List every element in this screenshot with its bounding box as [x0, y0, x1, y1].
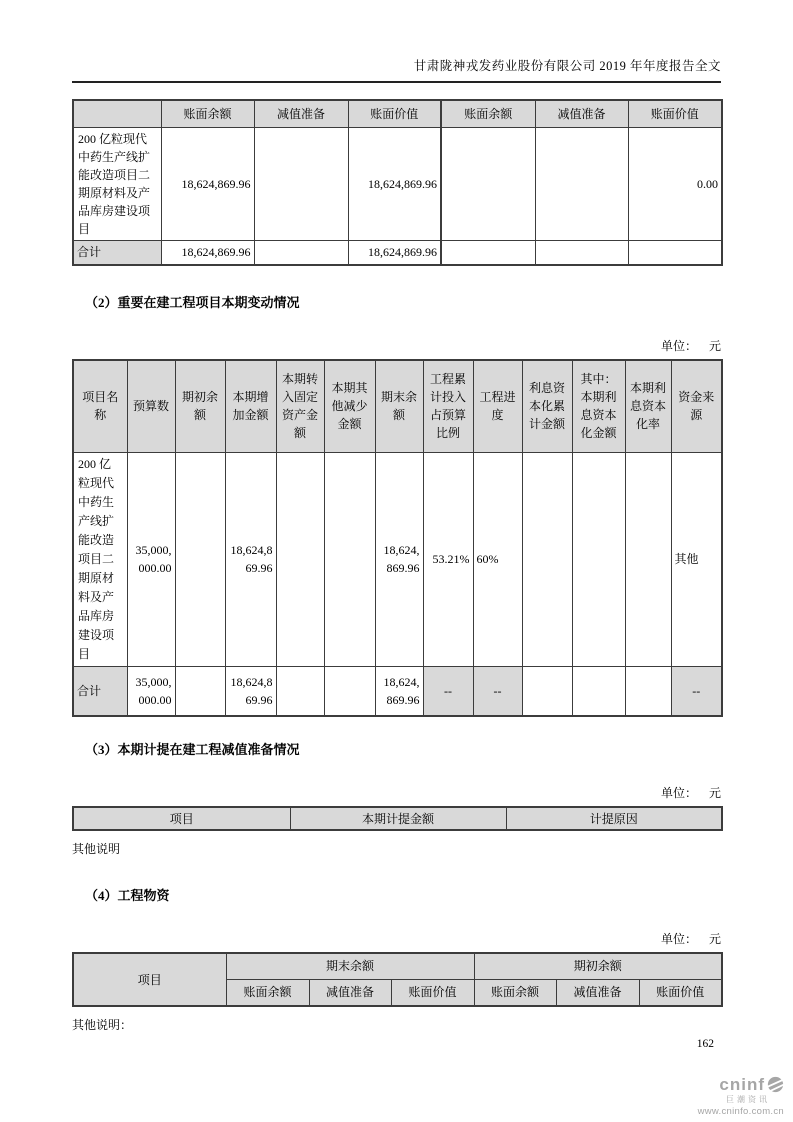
unit-line [72, 784, 721, 801]
column-header-provision-amount: 本期计提金额 [290, 807, 506, 830]
section-title-engineering-materials: （4）工程物资 [85, 888, 170, 903]
engineering-materials-table [72, 952, 723, 1007]
impairment-cell-2 [535, 127, 628, 240]
column-header-increase: 本期增加金额 [225, 360, 276, 452]
closing-balance-cell: 18,624,869.96 [375, 452, 423, 666]
table-header-row [73, 807, 722, 830]
cninfo-swirl-icon [767, 1076, 784, 1093]
progress-cell: 60% [473, 452, 522, 666]
total-other-decrease-cell [324, 666, 375, 716]
column-header-book-balance: 账面余额 [161, 100, 254, 127]
total-interest-capitalized-total-cell [522, 666, 572, 716]
unit-label: 单位： [660, 786, 697, 800]
column-header-other-decrease: 本期其他减少金额 [324, 360, 375, 452]
total-book-value-cell: 18,624,869.96 [348, 240, 441, 265]
column-header-interest-capitalized-total: 利息资本化累计金额 [522, 360, 572, 452]
transfer-to-fixed-cell [276, 452, 324, 666]
column-header-provision-reason: 计提原因 [506, 807, 722, 830]
total-transfer-to-fixed-cell [276, 666, 324, 716]
column-header-impairment: 减值准备 [254, 100, 348, 127]
other-decrease-cell [324, 452, 375, 666]
unit-label: 单位： [660, 339, 697, 353]
cninfo-url: www.cninfo.com.cn [697, 1106, 784, 1117]
column-header-book-balance: 账面余额 [226, 979, 309, 1006]
book-balance-cell: 18,624,869.96 [161, 127, 254, 240]
table-header-row [73, 360, 722, 452]
unit-label: 单位： [660, 932, 697, 946]
cninfo-logo-text: cninf [719, 1075, 765, 1094]
column-header-blank [73, 100, 161, 127]
interest-rate-cell [625, 452, 671, 666]
total-label-cell: 合计 [73, 240, 161, 265]
total-interest-rate-cell [625, 666, 671, 716]
column-header-project-name: 项目名称 [73, 360, 127, 452]
cninfo-logo [698, 1076, 784, 1117]
project-name-cell: 200 亿粒现代中药生产线扩能改造项目二期原材料及产品库房建设项目 [73, 127, 161, 240]
column-header-item: 项目 [73, 953, 226, 1006]
column-group-closing-balance: 期末余额 [226, 953, 474, 979]
impairment-cell [254, 127, 348, 240]
unit-value: 元 [708, 339, 721, 353]
project-name-cell: 200 亿粒现代中药生产线扩能改造项目二期原材料及产品库房建设项目 [73, 452, 127, 666]
column-header-impairment-2: 减值准备 [556, 979, 639, 1006]
column-group-opening-balance: 期初余额 [474, 953, 722, 979]
column-header-item: 项目 [73, 807, 290, 830]
interest-capitalized-period-cell [572, 452, 625, 666]
table-header-row [73, 953, 722, 979]
column-header-book-value-2: 账面价值 [639, 979, 722, 1006]
column-header-interest-capitalized-period: 其中：本期利息资本化金额 [572, 360, 625, 452]
total-progress-cell: -- [473, 666, 522, 716]
total-book-balance-cell: 18,624,869.96 [161, 240, 254, 265]
total-impairment-cell [254, 240, 348, 265]
total-book-balance-cell-2 [441, 240, 535, 265]
total-book-value-cell-2 [628, 240, 722, 265]
column-header-book-value: 账面价值 [348, 100, 441, 127]
total-fund-source-cell: -- [671, 666, 722, 716]
unit-line [72, 930, 721, 947]
table-row [73, 127, 722, 240]
column-header-impairment-2: 减值准备 [535, 100, 628, 127]
increase-cell: 18,624,869.96 [225, 452, 276, 666]
column-header-fund-source: 资金来源 [671, 360, 722, 452]
cip-balance-table [72, 99, 723, 266]
unit-value: 元 [708, 932, 721, 946]
unit-value: 元 [708, 786, 721, 800]
column-header-transfer-to-fixed: 本期转入固定资产金额 [276, 360, 324, 452]
table-total-row [73, 666, 722, 716]
other-note: 其他说明 [72, 842, 121, 856]
table-header-row [73, 100, 722, 127]
section-title-cip-impairment: （3）本期计提在建工程减值准备情况 [85, 742, 300, 757]
column-header-budget: 预算数 [127, 360, 175, 452]
invest-ratio-cell: 53.21% [423, 452, 473, 666]
budget-cell: 35,000,000.00 [127, 452, 175, 666]
total-invest-ratio-cell: -- [423, 666, 473, 716]
column-header-opening-balance: 期初余额 [175, 360, 225, 452]
cninfo-logo-brand-row [698, 1076, 784, 1093]
column-header-book-value: 账面价值 [391, 979, 474, 1006]
total-label-cell: 合计 [73, 666, 127, 716]
column-header-interest-rate: 本期利息资本化率 [625, 360, 671, 452]
page-number: 162 [696, 1038, 714, 1050]
column-header-closing-balance: 期末余额 [375, 360, 423, 452]
column-header-book-balance-2: 账面余额 [474, 979, 556, 1006]
cip-impairment-table [72, 806, 723, 831]
other-note: 其他说明： [72, 1018, 133, 1032]
unit-line [72, 337, 721, 354]
cip-changes-table [72, 359, 723, 717]
column-header-progress: 工程进度 [473, 360, 522, 452]
report-header-title: 甘肃陇神戎发药业股份有限公司 2019 年年度报告全文 [72, 56, 721, 83]
section-title-cip-changes: （2）重要在建工程项目本期变动情况 [85, 295, 300, 310]
total-budget-cell: 35,000,000.00 [127, 666, 175, 716]
cninfo-chinese-name: 巨潮资讯 [726, 1095, 770, 1104]
interest-capitalized-total-cell [522, 452, 572, 666]
total-impairment-cell-2 [535, 240, 628, 265]
total-closing-balance-cell: 18,624,869.96 [375, 666, 423, 716]
fund-source-cell: 其他 [671, 452, 722, 666]
book-value-cell: 18,624,869.96 [348, 127, 441, 240]
column-header-invest-ratio: 工程累计投入占预算比例 [423, 360, 473, 452]
column-header-impairment: 减值准备 [309, 979, 391, 1006]
table-total-row [73, 240, 722, 265]
book-value-cell-2: 0.00 [628, 127, 722, 240]
total-interest-capitalized-period-cell [572, 666, 625, 716]
total-opening-balance-cell [175, 666, 225, 716]
column-header-book-value-2: 账面价值 [628, 100, 722, 127]
opening-balance-cell [175, 452, 225, 666]
total-increase-cell: 18,624,869.96 [225, 666, 276, 716]
table-row [73, 452, 722, 666]
book-balance-cell-2 [441, 127, 535, 240]
column-header-book-balance-2: 账面余额 [441, 100, 535, 127]
